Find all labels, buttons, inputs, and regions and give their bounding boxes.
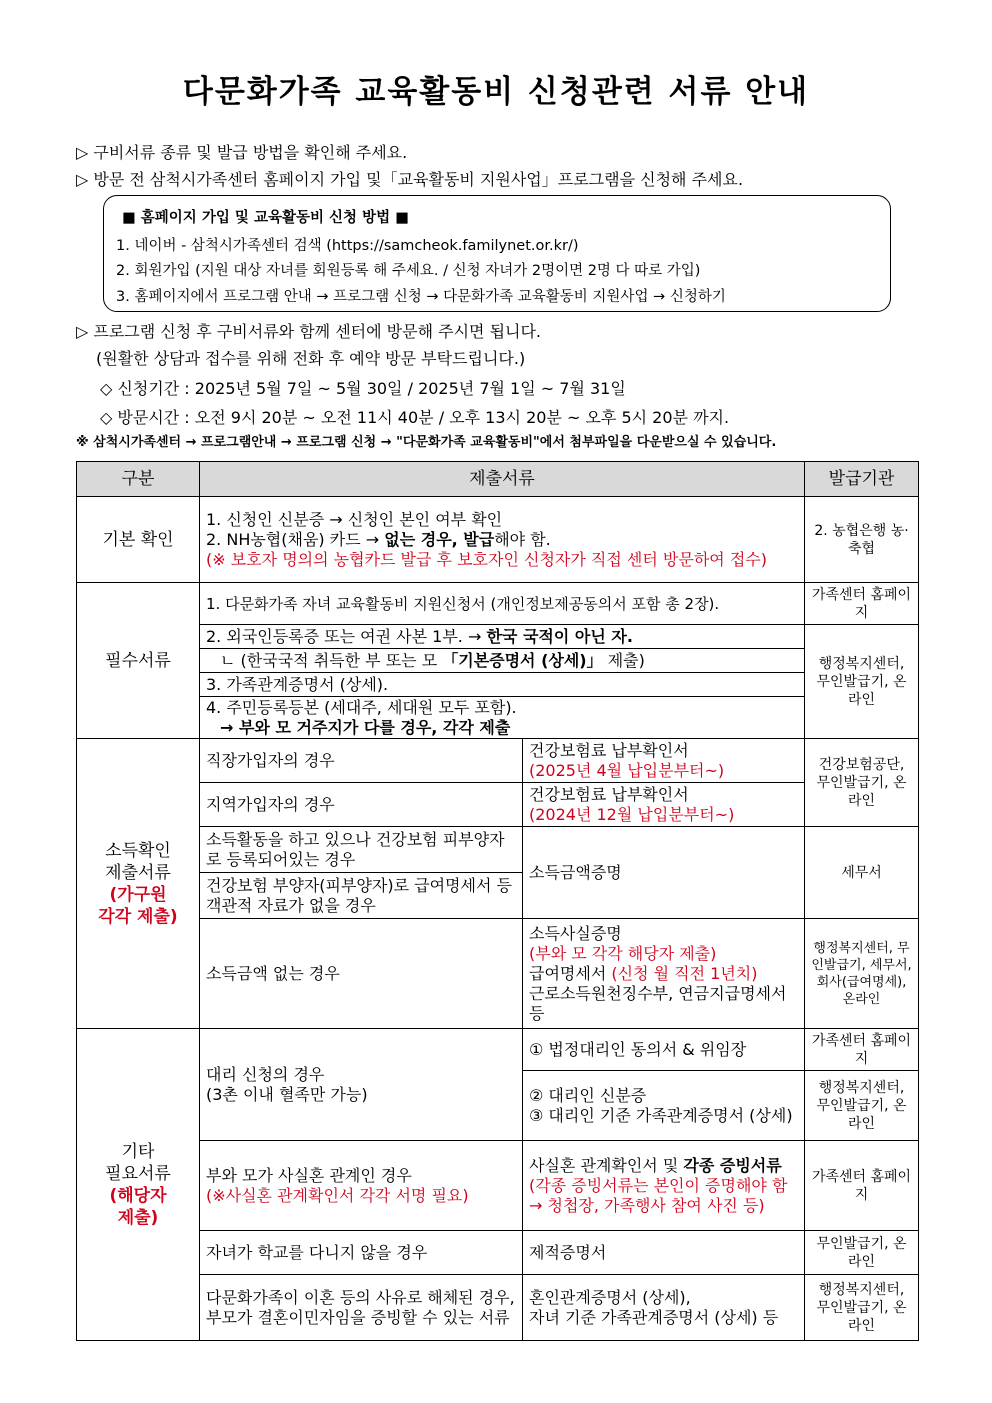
income-none-doc-4: 근로소득원천징수부, 연금지급명세서 등 [529, 983, 787, 1023]
table-row [77, 1029, 919, 1071]
required-item-2a: 2. 외국인등록증 또는 여권 사본 1부. → [206, 626, 487, 646]
required-item-4b: → 부와 모 거주지가 다를 경우, 각각 제출 [220, 717, 511, 737]
other-no-school-doc: 제적증명서 [523, 1231, 805, 1275]
income-none-doc-3b: (신청 월 직전 1년치) [611, 963, 758, 983]
table-row [77, 1231, 919, 1275]
category-required: 필수서류 [77, 583, 200, 739]
required-item-1: 1. 다문화가족 자녀 교육활동비 지원신청서 (개인정보제공동의서 포함 총 2장). [200, 583, 805, 625]
visit-hours: ◇ 방문시간 : 오전 9시 20분 ~ 오전 11시 40분 / 오후 13시 20분 ~ 오후 5시 20분 까지. [100, 408, 730, 427]
documents-table [76, 461, 919, 1341]
other-common-law-doc-2: 각종 증빙서류 [683, 1155, 782, 1175]
income-regional-doc-2: (2024년 12월 납입분부터~) [529, 804, 735, 824]
issuer-divorce: 행정복지센터, 무인발급기, 온라인 [805, 1275, 919, 1341]
required-item-4 [200, 697, 805, 739]
required-item-2-sub [200, 649, 805, 673]
income-none-doc-2: (부와 모 각각 해당자 제출) [529, 943, 717, 963]
box-step-1: 1. 네이버 - 삼척시가족센터 검색 (https://samcheok.familynet.or.kr/) [116, 238, 579, 254]
required-item-2d: 「기본증명서 (상세)」 [442, 650, 603, 670]
table-row [77, 583, 919, 625]
category-income-1: 소득확인 [105, 840, 171, 861]
income-none-doc-3a: 급여명세서 [529, 963, 612, 983]
other-proxy-1: 대리 신청의 경우 [206, 1064, 325, 1084]
issuer-common-law: 가족센터 홈페이지 [805, 1141, 919, 1231]
required-item-4a: 4. 주민등록등본 (세대주, 세대원 모두 포함). [206, 697, 517, 717]
box-step-2: 2. 회원가입 (지원 대상 자녀를 회원등록 해 주세요. / 신청 자녀가 2명이면 2명 다 따로 가입) [116, 263, 701, 279]
other-common-law-doc [523, 1141, 805, 1231]
table-row [77, 783, 919, 827]
income-employee-doc-1: 건강보험료 납부확인서 [529, 740, 689, 760]
visit-line-1: ▷ 프로그램 신청 후 구비서류와 함께 센터에 방문해 주시면 됩니다. [76, 322, 542, 341]
page-title: 다문화가족 교육활동비 신청관련 서류 안내 [182, 74, 810, 110]
required-item-2 [200, 625, 805, 649]
issuer-required-2: 행정복지센터, 무인발급기, 온라인 [805, 625, 919, 739]
issuer-income-none: 행정복지센터, 무인발급기, 세무서, 회사(급여명세), 온라인 [805, 919, 919, 1029]
category-income-2: 제출서류 [105, 862, 171, 883]
other-common-law-2: (※사실혼 관계확인서 각각 서명 필요) [206, 1185, 469, 1205]
income-none: 소득금액 없는 경우 [200, 919, 523, 1029]
table-row [77, 649, 919, 673]
intro-line-1: ▷ 구비서류 종류 및 발급 방법을 확인해 주세요. [76, 143, 408, 162]
table-row [77, 827, 919, 873]
required-item-2e: 제출) [602, 650, 645, 670]
basic-item-2b: 없는 경우, 발급 [384, 529, 495, 549]
table-row [77, 673, 919, 697]
other-common-law-doc-3: (각종 증빙서류는 본인이 증명해야 함 → 청첩장, 가족행사 참여 사진 등) [529, 1175, 788, 1215]
other-divorce: 다문화가족이 이혼 등의 사유로 해체된 경우, 부모가 결혼이민자임을 증빙할 수 있는 서류 [200, 1275, 523, 1341]
basic-item-2c: 해야 함. [494, 529, 551, 549]
table-row [77, 1275, 919, 1341]
income-dependent-no-proof: 건강보험 부양자(피부양자)로 급여명세서 등 객관적 자료가 없을 경우 [200, 873, 523, 919]
other-divorce-doc-2: 자녀 기준 가족관계증명서 (상세) 등 [529, 1307, 779, 1327]
other-divorce-doc [523, 1275, 805, 1341]
category-basic: 기본 확인 [77, 497, 200, 583]
income-dependent-active: 소득활동을 하고 있으나 건강보험 피부양자로 등록되어있는 경우 [200, 827, 523, 873]
other-no-school: 자녀가 학교를 다니지 않을 경우 [200, 1231, 523, 1275]
table-row [77, 1141, 919, 1231]
income-none-doc-1: 소득사실증명 [529, 923, 622, 943]
other-divorce-doc-1: 혼인관계증명서 (상세), [529, 1287, 691, 1307]
other-proxy-doc-2 [523, 1071, 805, 1141]
other-proxy [200, 1029, 523, 1141]
category-income [77, 739, 200, 1029]
box-step-3: 3. 홈페이지에서 프로그램 안내 → 프로그램 신청 → 다문화가족 교육활동비 지원사업 → 신청하기 [116, 289, 726, 305]
income-regional-doc-1: 건강보험료 납부확인서 [529, 784, 689, 804]
intro-line-2: ▷ 방문 전 삼척시가족센터 홈페이지 가입 및「교육활동비 지원사업」프로그램을 신청해 주세요. [76, 170, 744, 189]
basic-documents [200, 497, 805, 583]
other-proxy-doc-2a: ② 대리인 신분증 [529, 1085, 647, 1105]
income-regional: 지역가입자의 경우 [200, 783, 523, 827]
table-row [77, 625, 919, 649]
basic-item-2 [206, 530, 798, 550]
income-employee-doc [523, 739, 805, 783]
issuer-proxy-2: 행정복지센터, 무인발급기, 온라인 [805, 1071, 919, 1141]
category-other-2: 필요서류 [105, 1163, 171, 1184]
table-row [77, 739, 919, 783]
other-common-law [200, 1141, 523, 1231]
other-proxy-2: (3촌 이내 혈족만 가능) [206, 1084, 368, 1104]
issuer-tax-office: 세무서 [805, 827, 919, 919]
issuer-no-school: 무인발급기, 온라인 [805, 1231, 919, 1275]
table-row [77, 919, 919, 1029]
apply-period: ◇ 신청기간 : 2025년 5월 7일 ~ 5월 30일 / 2025년 7월 1일 ~ 7월 31일 [100, 379, 626, 398]
income-employee: 직장가입자의 경우 [200, 739, 523, 783]
signup-method-box [103, 195, 891, 312]
income-none-doc [523, 919, 805, 1029]
header-issuer: 발급기관 [805, 462, 919, 497]
category-other [77, 1029, 200, 1341]
income-regional-doc [523, 783, 805, 827]
table-row [77, 697, 919, 739]
required-item-2b: 한국 국적이 아닌 자. [486, 626, 633, 646]
download-note: ※ 삼척시가족센터 → 프로그램안내 → 프로그램 신청 → "다문화가족 교육활동비"에서 첨부파일을 다운받으실 수 있습니다. [76, 435, 777, 450]
issuer-required-1: 가족센터 홈페이지 [805, 583, 919, 625]
other-proxy-doc-2b: ③ 대리인 기준 가족관계증명서 (상세) [529, 1105, 793, 1125]
visit-line-2: (원활한 상담과 접수를 위해 전화 후 예약 방문 부탁드립니다.) [96, 349, 526, 368]
header-documents: 제출서류 [200, 462, 805, 497]
income-amount-cert: 소득금액증명 [523, 827, 805, 919]
category-other-4: 제출) [117, 1207, 159, 1228]
category-income-4: 각각 제출) [98, 906, 178, 927]
category-income-3: (가구원 [109, 884, 167, 905]
issuer-basic: 2. 농협은행 농·축협 [805, 497, 919, 583]
income-employee-doc-2: (2025년 4월 납입분부터~) [529, 760, 725, 780]
income-none-doc-3 [529, 964, 798, 984]
other-proxy-doc-1: ① 법정대리인 동의서 & 위임장 [523, 1029, 805, 1071]
box-heading: ■ 홈페이지 가입 및 교육활동비 신청 방법 ■ [122, 210, 409, 226]
category-other-3: (해당자 [109, 1185, 167, 1206]
other-common-law-1: 부와 모가 사실혼 관계인 경우 [206, 1165, 412, 1185]
other-common-law-doc-1: 사실혼 관계확인서 및 [529, 1155, 684, 1175]
basic-item-note: (※ 보호자 명의의 농협카드 발급 후 보호자인 신청자가 직접 센터 방문하여 접수) [206, 549, 767, 569]
category-other-1: 기타 [121, 1141, 155, 1162]
table-header-row [77, 462, 919, 497]
issuer-income-health: 건강보험공단, 무인발급기, 온라인 [805, 739, 919, 827]
table-row [77, 497, 919, 583]
basic-item-1: 1. 신청인 신분증 → 신청인 본인 여부 확인 [206, 509, 503, 529]
issuer-proxy-1: 가족센터 홈페이지 [805, 1029, 919, 1071]
basic-item-2a: 2. NH농협(채움) 카드 → [206, 529, 385, 549]
header-category: 구분 [77, 462, 200, 497]
required-item-3: 3. 가족관계증명서 (상세). [200, 673, 805, 697]
required-item-2c: ㄴ (한국국적 취득한 부 또는 모 [220, 650, 443, 670]
